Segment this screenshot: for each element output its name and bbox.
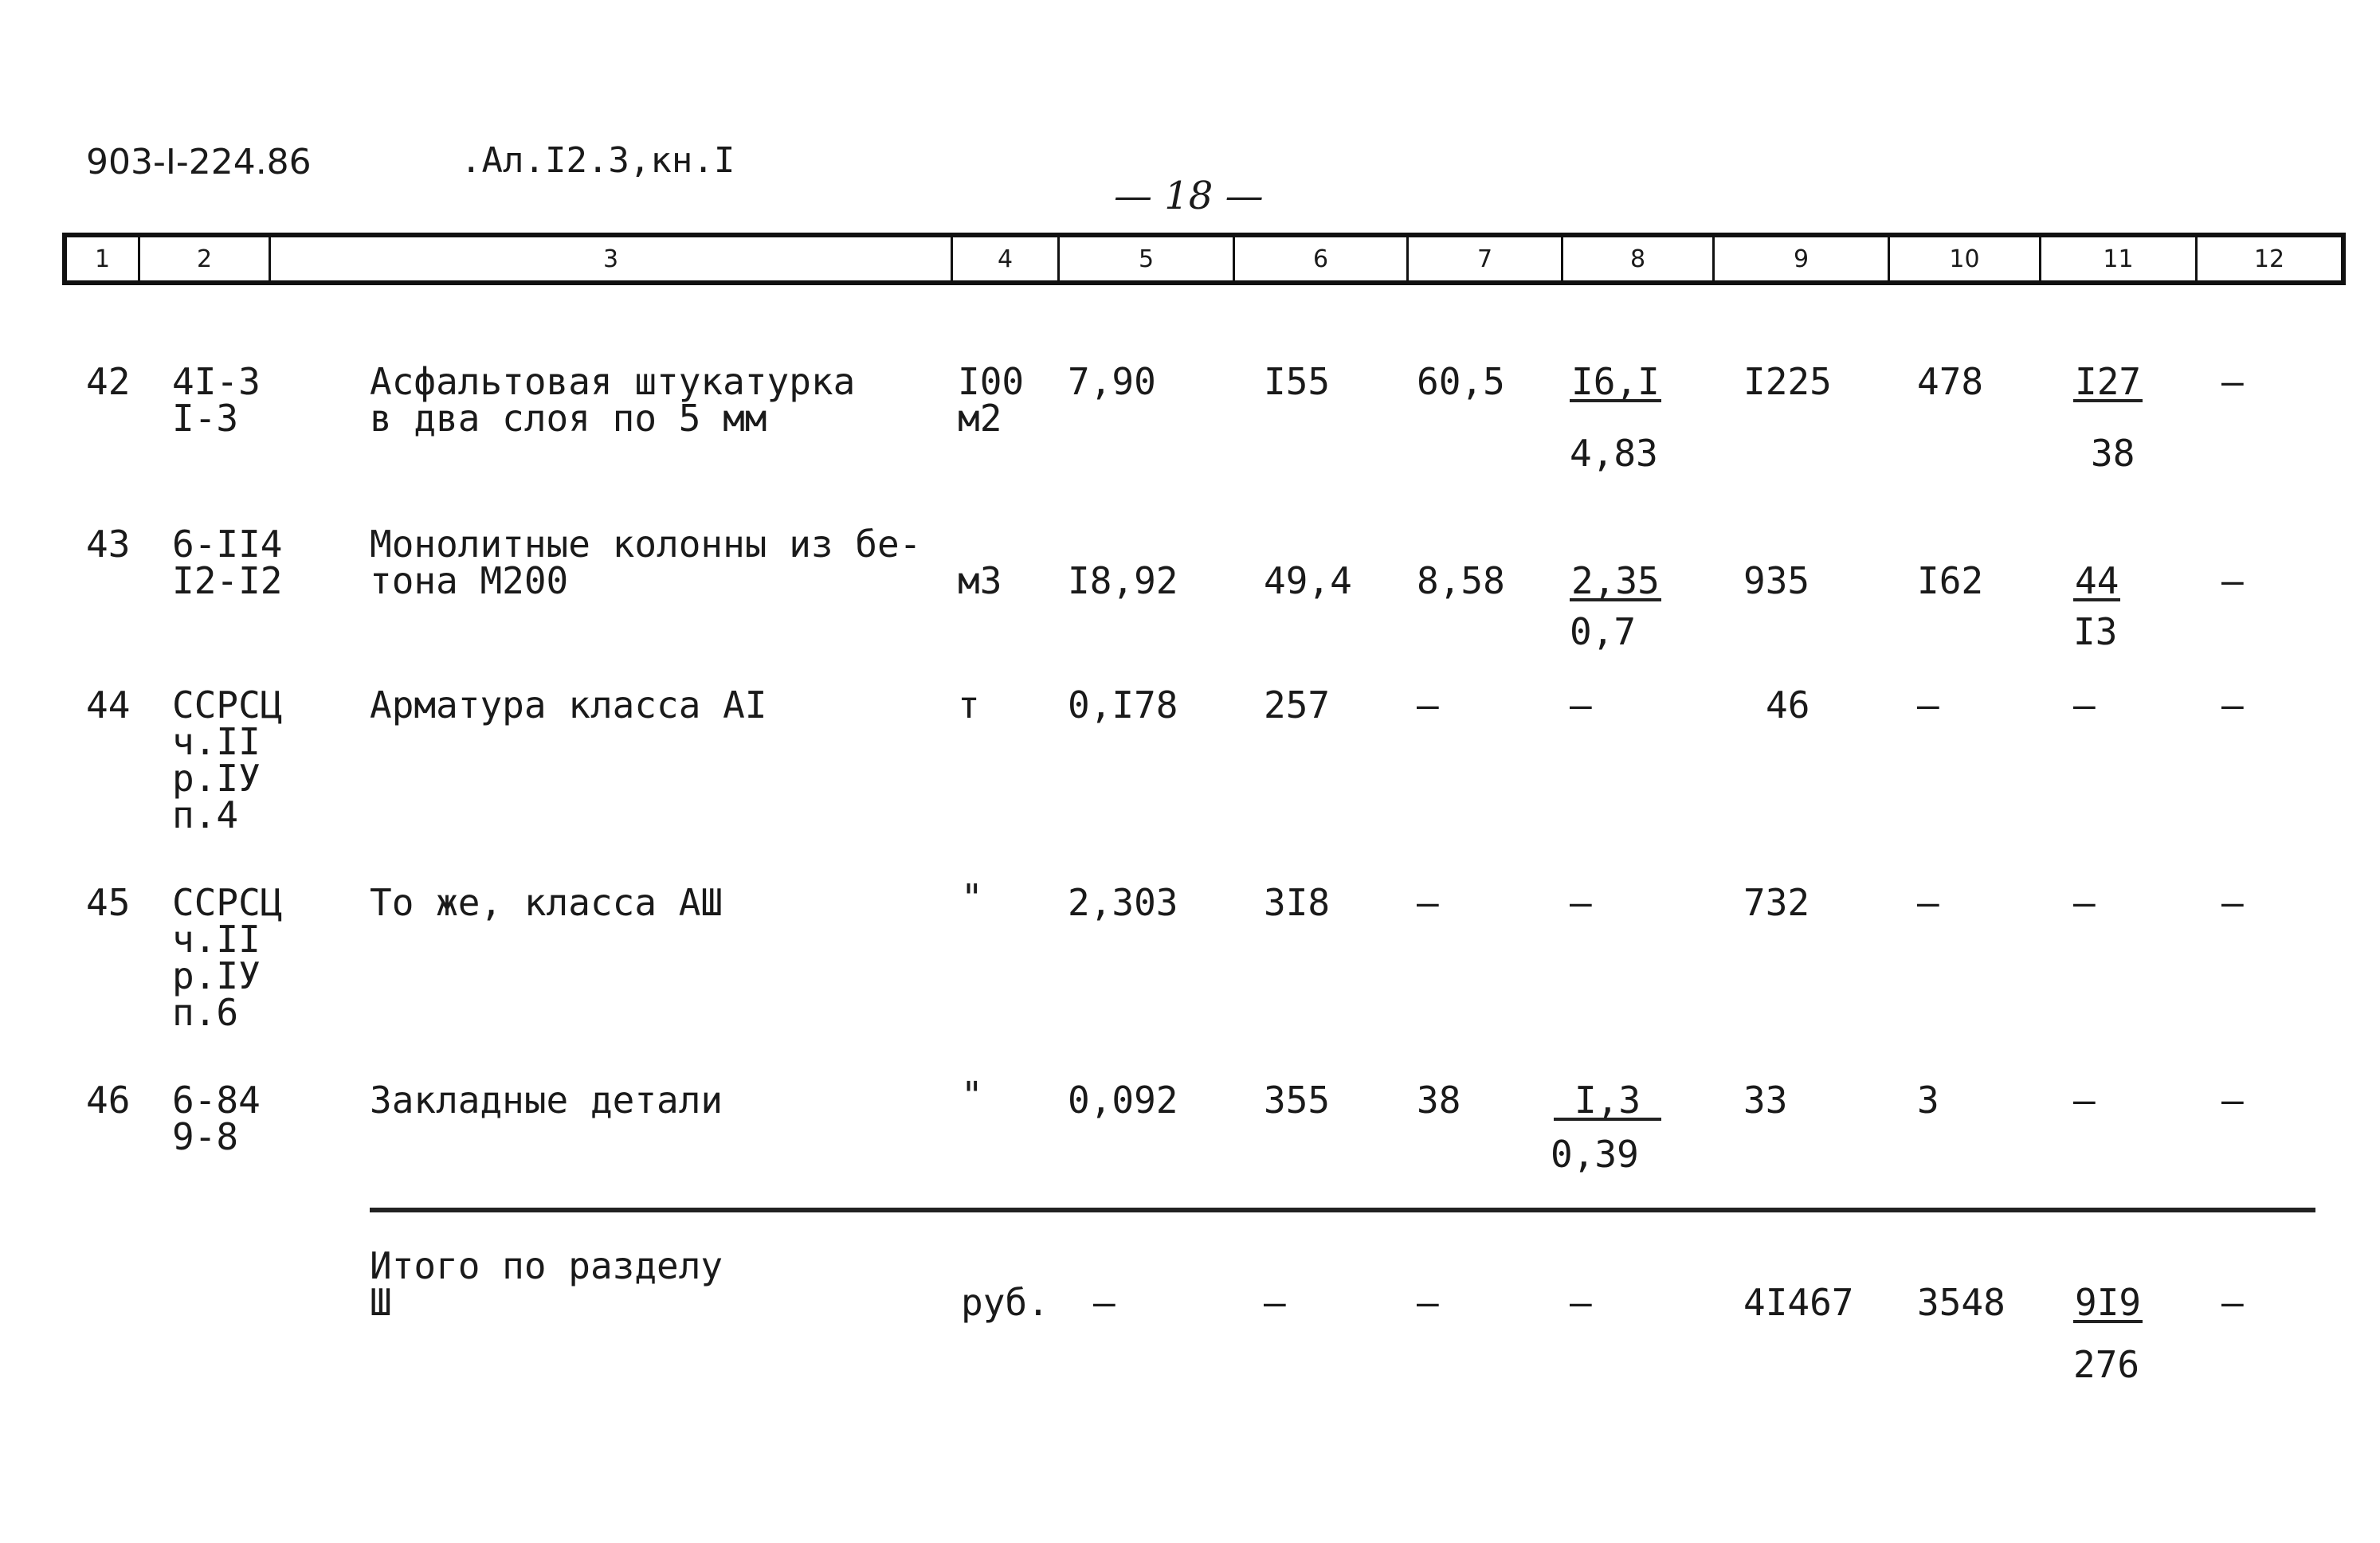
column-9-value: 46 bbox=[1766, 683, 1810, 726]
column-8-top-text: I,3 bbox=[1554, 1083, 1661, 1121]
column-header-10: 10 bbox=[1890, 237, 2041, 280]
column-8-bottom: 0,7 bbox=[1570, 610, 1637, 653]
column-header-7: 7 bbox=[1409, 237, 1563, 280]
column-header-5: 5 bbox=[1060, 237, 1235, 280]
column-8-top bbox=[1570, 360, 1661, 403]
row-number: 46 bbox=[86, 1079, 131, 1122]
quantity: 0,I78 bbox=[1068, 683, 1178, 726]
quantity: 2,303 bbox=[1068, 881, 1178, 924]
column-11-top bbox=[2073, 360, 2143, 403]
column-10-value: – bbox=[1917, 683, 1939, 726]
total-column-12: – bbox=[2221, 1281, 2244, 1324]
unit-of-measure: " bbox=[961, 1074, 983, 1117]
column-7-value: – bbox=[1417, 881, 1439, 924]
column-header-3: 3 bbox=[271, 237, 953, 280]
column-11-bottom: I3 bbox=[2073, 610, 2118, 653]
column-6-value: 355 bbox=[1264, 1079, 1331, 1122]
work-description: Закладные детали bbox=[370, 1079, 723, 1122]
column-9-value: I225 bbox=[1743, 360, 1832, 403]
rate-code: ССРСЦ ч.II р.IУ п.4 bbox=[172, 683, 283, 836]
column-11-top-text: 44 bbox=[2075, 559, 2119, 602]
column-8-top bbox=[1570, 559, 1661, 602]
column-6-value: I55 bbox=[1264, 360, 1331, 403]
column-header-4: 4 bbox=[953, 237, 1060, 280]
column-9-value: 935 bbox=[1743, 559, 1810, 602]
unit-of-measure: т bbox=[958, 683, 980, 726]
column-header-8: 8 bbox=[1563, 237, 1715, 280]
column-10-value: 478 bbox=[1917, 360, 1984, 403]
unit-of-measure: " bbox=[961, 876, 983, 919]
total-separator-line bbox=[370, 1208, 2315, 1212]
column-header-11: 11 bbox=[2041, 237, 2198, 280]
column-11-bottom: 38 bbox=[2091, 432, 2135, 475]
work-description: То же, класса АШ bbox=[370, 881, 723, 924]
column-8-bottom: 4,83 bbox=[1570, 432, 1658, 475]
column-6-value: 257 bbox=[1264, 683, 1331, 726]
column-12-value: – bbox=[2221, 559, 2244, 602]
total-column-9: 4I467 bbox=[1743, 1281, 1854, 1324]
row-number: 44 bbox=[86, 683, 131, 726]
rate-code: 4I-3 I-3 bbox=[172, 360, 261, 440]
total-unit: руб. bbox=[961, 1281, 1049, 1324]
total-column-6: – bbox=[1264, 1281, 1286, 1324]
column-7-value: 60,5 bbox=[1417, 360, 1505, 403]
column-8-bottom: 0,39 bbox=[1551, 1133, 1639, 1176]
quantity: 7,90 bbox=[1068, 360, 1156, 403]
column-9-value: 33 bbox=[1743, 1079, 1788, 1122]
album-reference: .Ал.I2.3,кн.I bbox=[461, 140, 735, 181]
row-number: 45 bbox=[86, 881, 131, 924]
work-description: Монолитные колонны из бе- тона М200 bbox=[370, 523, 922, 602]
column-10-value: I62 bbox=[1917, 559, 1984, 602]
column-10-value: – bbox=[1917, 881, 1939, 924]
column-8-top-text: I6,I bbox=[1571, 360, 1660, 403]
column-9-value: 732 bbox=[1743, 881, 1810, 924]
row-number: 42 bbox=[86, 360, 131, 403]
total-column-11-bottom: 276 bbox=[2073, 1343, 2140, 1386]
rate-code: 6-84 9-8 bbox=[172, 1079, 261, 1158]
column-11-value: – bbox=[2073, 683, 2096, 726]
total-column-7: – bbox=[1417, 1281, 1439, 1324]
total-column-8: – bbox=[1570, 1281, 1592, 1324]
work-description: Арматура класса АI bbox=[370, 683, 767, 726]
column-11-value: – bbox=[2073, 881, 2096, 924]
total-column-11-top-text: 9I9 bbox=[2075, 1281, 2142, 1324]
row-number: 43 bbox=[86, 523, 131, 566]
column-6-value: 3I8 bbox=[1264, 881, 1331, 924]
column-header-9: 9 bbox=[1715, 237, 1890, 280]
column-7-value: 8,58 bbox=[1417, 559, 1505, 602]
column-11-value: – bbox=[2073, 1079, 2096, 1122]
unit-of-measure: I00 м2 bbox=[958, 360, 1025, 440]
column-header-2: 2 bbox=[140, 237, 271, 280]
column-header-1: 1 bbox=[67, 237, 140, 280]
total-label: Итого по разделу Ш bbox=[370, 1244, 723, 1324]
column-12-value: – bbox=[2221, 683, 2244, 726]
column-header-row bbox=[62, 233, 2346, 285]
column-10-value: 3 bbox=[1917, 1079, 1939, 1122]
column-7-value: 38 bbox=[1417, 1079, 1461, 1122]
document-code: 903-I-224.86 bbox=[86, 142, 312, 182]
column-12-value: – bbox=[2221, 1079, 2244, 1122]
column-11-top bbox=[2073, 559, 2120, 602]
column-12-value: – bbox=[2221, 881, 2244, 924]
total-column-10: 3548 bbox=[1917, 1281, 2006, 1324]
total-quantity: – bbox=[1093, 1281, 1116, 1324]
column-header-6: 6 bbox=[1235, 237, 1409, 280]
rate-code: 6-II4 I2-I2 bbox=[172, 523, 283, 602]
column-8-value: – bbox=[1570, 881, 1592, 924]
quantity: 0,092 bbox=[1068, 1079, 1178, 1122]
work-description: Асфальтовая штукатурка в два слоя по 5 мм bbox=[370, 360, 856, 440]
quantity: I8,92 bbox=[1068, 559, 1178, 602]
unit-of-measure: м3 bbox=[958, 559, 1002, 602]
column-12-value: – bbox=[2221, 360, 2244, 403]
column-header-12: 12 bbox=[2253, 245, 2285, 273]
column-6-value: 49,4 bbox=[1264, 559, 1352, 602]
column-8-top-text: 2,35 bbox=[1571, 559, 1660, 602]
column-11-top-text: I27 bbox=[2075, 360, 2142, 403]
column-8-top bbox=[1554, 1079, 1661, 1122]
rate-code: ССРСЦ ч.II р.IУ п.6 bbox=[172, 881, 283, 1034]
column-7-value: – bbox=[1417, 683, 1439, 726]
page-number: — 18 — bbox=[1114, 174, 1264, 218]
column-8-value: – bbox=[1570, 683, 1592, 726]
total-column-11-top bbox=[2073, 1281, 2143, 1324]
